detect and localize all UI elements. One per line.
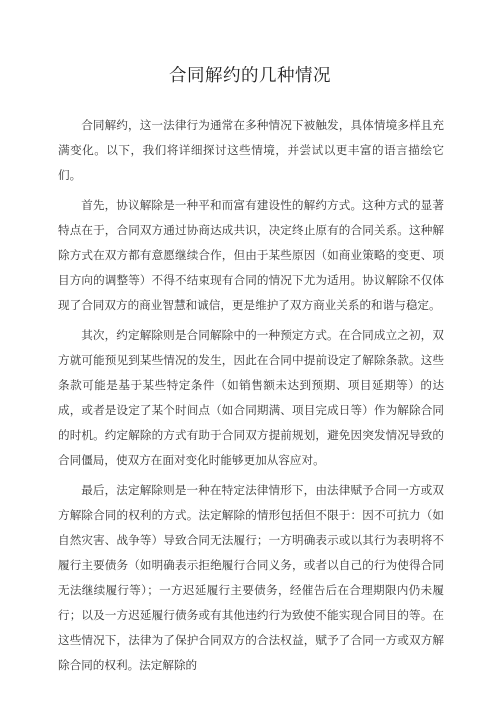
document-title: 合同解约的几种情况: [169, 66, 331, 86]
paragraph-agreed-termination: 其次，约定解除则是合同解除中的一种预定方式。在合同成立之初，双方就可能预见到某些情况的发生，因此在合同中提前设定了解除条款。这些条款可能是基于某些特定条件（如销售额未达到预期、项目延期等）的达成，或者是设定了某个时间点（如合同期满、项目完成日等）作为解除合同的时机。约定解除的方式有助于合同双方提前规划，避免因突发情况导致的合同僵局，使双方在面对变化时能够更加从容应对。: [58, 328, 444, 467]
document-body: [58, 113, 444, 683]
paragraph-intro: 合同解约，这一法律行为通常在多种情况下被触发，具体情境多样且充满变化。以下，我们将详细探讨这些情境，并尝试以更丰富的语言描绘它们。: [58, 118, 444, 182]
paragraph-statutory-termination: 最后，法定解除则是一种在特定法律情形下，由法律赋予合同一方或双方解除合同的权利的方式。法定解除的情形包括但不限于：因不可抗力（如自然灾害、战争等）导致合同无法履行；一方明确表示或以其行为表明将不履行主要债务（如明确表示拒绝履行合同义务，或者以自己的行为使得合同无法继续履行等）；一方迟延履行主要债务，经催告后在合理期限内仍未履行；以及一方迟延履行债务或有其他违约行为致使不能实现合同目的等。在这些情况下，法律为了保护合同双方的合法权益，赋予了合同一方或双方解除合同的权利。法定解除的: [58, 483, 444, 672]
paragraph-agreement-termination: 首先，协议解除是一种平和而富有建设性的解约方式。这种方式的显著特点在于，合同双方通过协商达成共识，决定终止原有的合同关系。这种解除方式在双方都有意愿继续合作，但由于某些原因（如商业策略的变更、项目方向的调整等）不得不结束现有合同的情况下尤为适用。协议解除不仅体现了合同双方的商业智慧和诚信，更是维护了双方商业关系的和谐与稳定。: [58, 198, 444, 312]
